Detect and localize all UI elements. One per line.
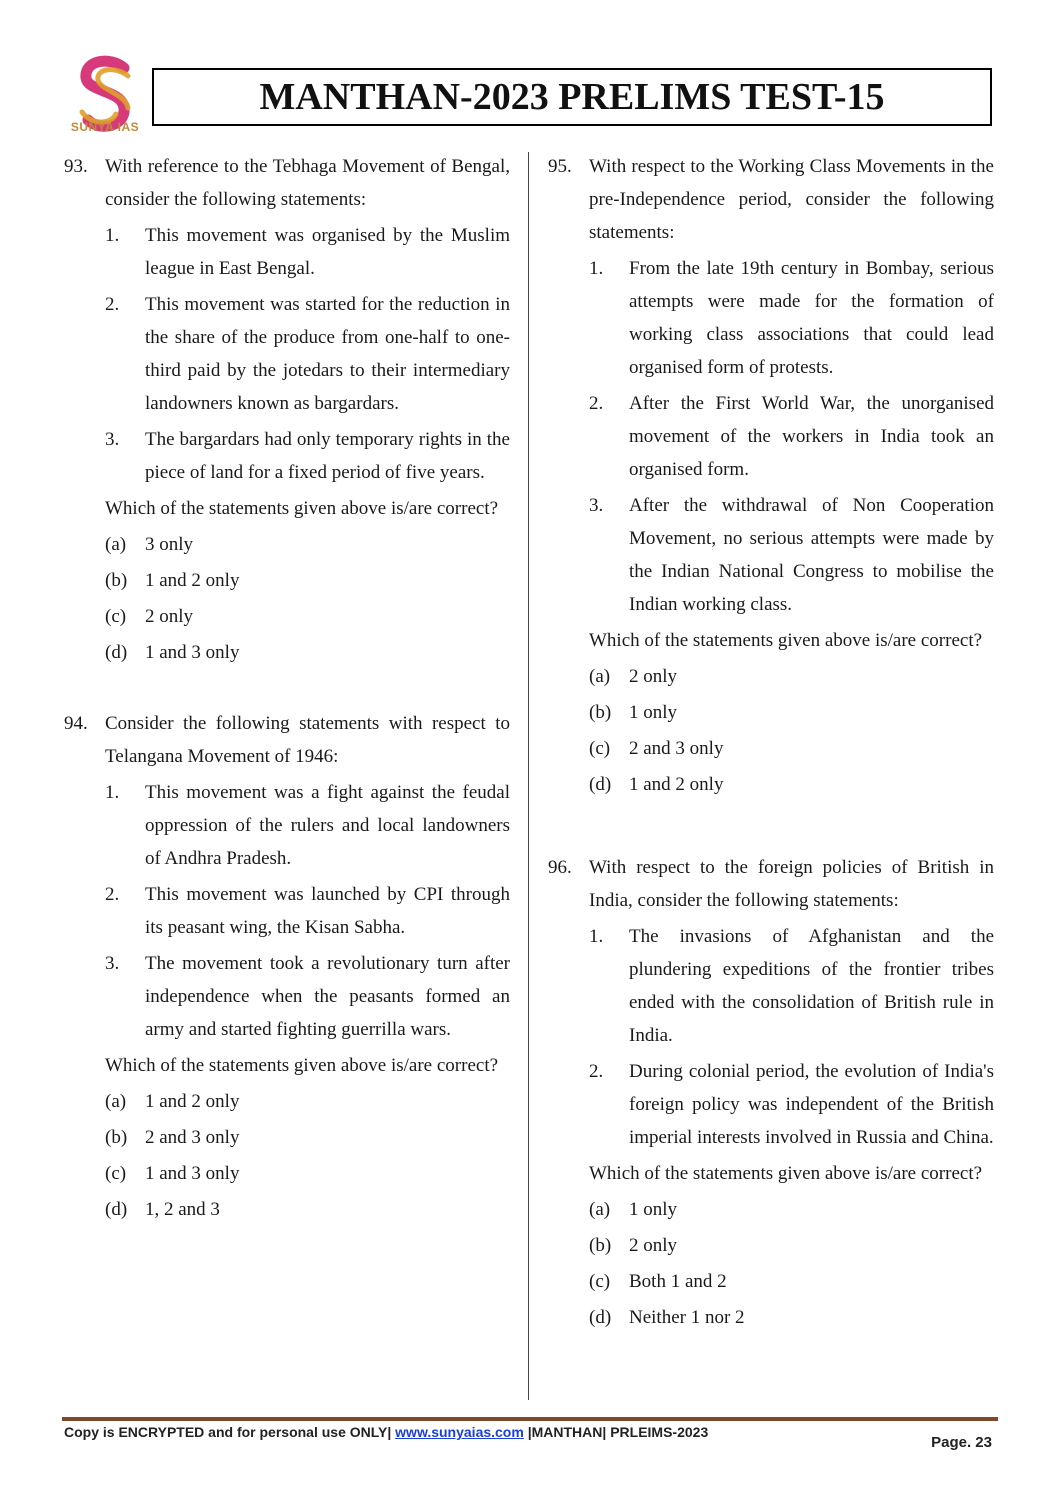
option-a: (a) 1 and 2 only (105, 1091, 240, 1112)
right-column (548, 150, 994, 1334)
logo-text: SUNYA IAS (70, 120, 140, 134)
question-text: With respect to the foreign policies of British in India, consider the following statements: (589, 857, 994, 911)
option-c: (c) 2 only (105, 606, 194, 627)
question-prompt: Which of the statements given above is/are correct? (105, 1055, 499, 1076)
option-b: (b) 1 only (589, 702, 678, 723)
question-text: With respect to the Working Class Movements in the pre-Independence period, consider the following statements: (589, 156, 994, 243)
question-prompt: Which of the statements given above is/are correct? (589, 1163, 983, 1184)
option-c: (c) 2 and 3 only (589, 738, 724, 759)
statement: 3. The movement took a revolutionary turn after independence when the peasants formed an army and started fighting guerrilla wars. (105, 953, 510, 1040)
option-a: (a) 3 only (105, 534, 194, 555)
question-number: 95. (548, 156, 572, 177)
question-94 (64, 707, 510, 1226)
question-96 (548, 851, 994, 1334)
option-a: (a) 2 only (589, 666, 678, 687)
statement: 1. This movement was a fight against the feudal oppression of the rulers and local landowners of Andhra Pradesh. (105, 782, 510, 869)
statement: 1. From the late 19th century in Bombay, serious attempts were made for the formation of working class associations that could lead organised form of protests. (589, 258, 994, 378)
statement: 3. The bargardars had only temporary rights in the piece of land for a fixed period of five years. (105, 429, 510, 483)
option-d: (d) 1 and 3 only (105, 642, 240, 663)
option-c: (c) Both 1 and 2 (589, 1271, 727, 1292)
footer-rule (62, 1417, 998, 1421)
question-prompt: Which of the statements given above is/are correct? (589, 630, 983, 651)
page-title: MANTHAN-2023 PRELIMS TEST-15 (152, 68, 992, 126)
footer-suffix: |MANTHAN| PRLEIMS-2023 (523, 1424, 709, 1440)
statement: 1. This movement was organised by the Muslim league in East Bengal. (105, 225, 510, 279)
option-b: (b) 2 only (589, 1235, 678, 1256)
statement: 2. After the First World War, the unorganised movement of the workers in India took an organised form. (589, 393, 994, 480)
question-95 (548, 150, 994, 801)
option-c: (c) 1 and 3 only (105, 1163, 240, 1184)
statement: 2. This movement was started for the reduction in the share of the produce from one-half to one-third paid by the jotedars to their intermediary landowners known as bargardars. (105, 294, 510, 414)
option-b: (b) 2 and 3 only (105, 1127, 240, 1148)
statement: 2. During colonial period, the evolution of India's foreign policy was independent of the British imperial interests involved in Russia and China. (589, 1061, 994, 1148)
footer-prefix: Copy is ENCRYPTED and for personal use ONLY| (64, 1424, 396, 1440)
statement: 3. After the withdrawal of Non Cooperation Movement, no serious attempts were made by the Indian National Congress to mobilise the Indian working class. (589, 495, 994, 615)
statement: 1. The invasions of Afghanistan and the plundering expeditions of the frontier tribes ended with the consolidation of British rule in India. (589, 926, 994, 1046)
question-text: Consider the following statements with respect to Telangana Movement of 1946: (105, 713, 510, 767)
option-d: (d) 1 and 2 only (589, 774, 724, 795)
option-b: (b) 1 and 2 only (105, 570, 240, 591)
option-d: (d) Neither 1 nor 2 (589, 1307, 745, 1328)
page-number: Page. 23 (931, 1434, 992, 1451)
question-prompt: Which of the statements given above is/are correct? (105, 498, 499, 519)
website-link[interactable]: www.sunyaias.com (395, 1424, 524, 1440)
question-number: 94. (64, 713, 88, 734)
question-93 (64, 150, 510, 669)
question-text: With reference to the Tebhaga Movement of Bengal, consider the following statements: (105, 156, 510, 210)
option-a: (a) 1 only (589, 1199, 678, 1220)
column-divider (528, 152, 529, 1400)
statement: 2. This movement was launched by CPI through its peasant wing, the Kisan Sabha. (105, 884, 510, 938)
footer-notice (64, 1424, 708, 1440)
question-number: 93. (64, 156, 88, 177)
option-d: (d) 1, 2 and 3 (105, 1199, 220, 1220)
left-column (64, 150, 510, 1226)
question-number: 96. (548, 857, 572, 878)
